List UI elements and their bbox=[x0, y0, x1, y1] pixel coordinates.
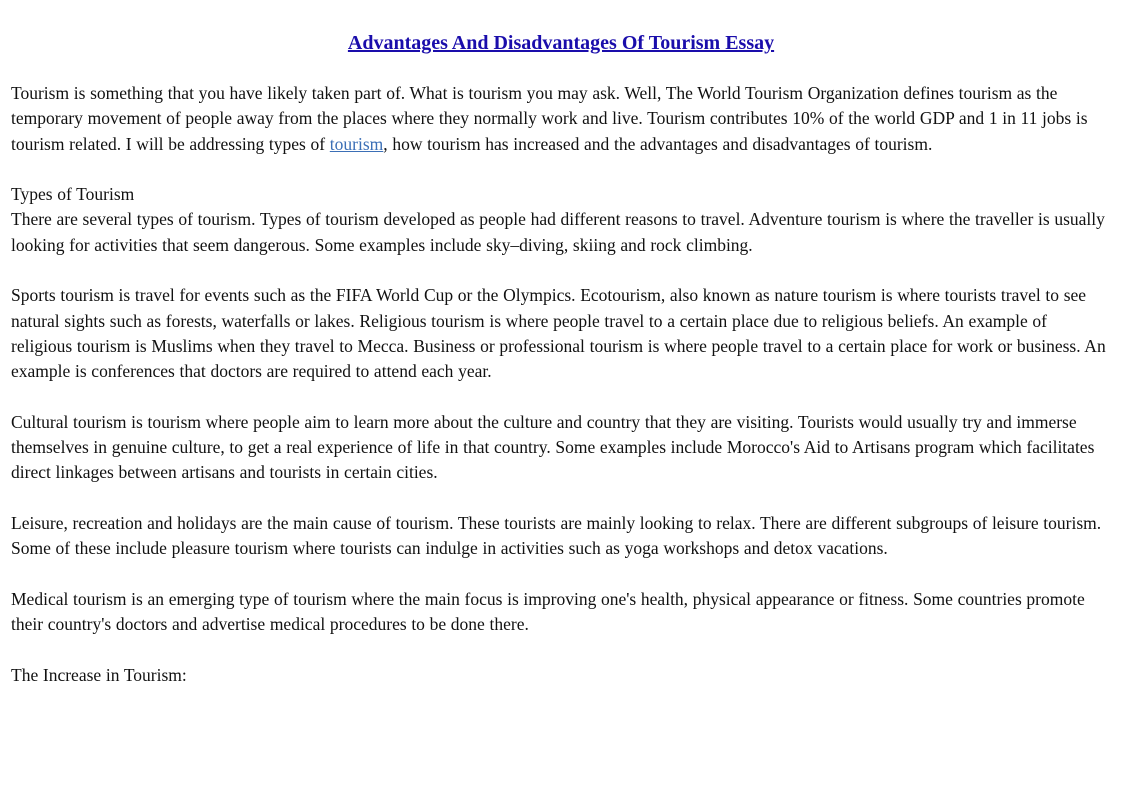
cultural-tourism-paragraph: Cultural tourism is tourism where people aim to learn more about the culture and country that they are visiting. Tourists would usually try and immerse themselves in genuine culture, to get a real experience of life in that country. Some examples include Morocco's Aid to Artisans program which facilitates direct linkages between artisans and tourists in certain cities. bbox=[11, 411, 1095, 483]
leisure-tourism-paragraph: Leisure, recreation and holidays are the main cause of tourism. These tourists are mainly looking to relax. There are different subgroups of leisure tourism. Some of these include pleasure tourism where tourists can indulge in activities such as yoga workshops and detox vacations. bbox=[11, 513, 1102, 559]
types-of-tourism-heading: Types of Tourism bbox=[11, 184, 135, 205]
increase-in-tourism-heading: The Increase in Tourism: bbox=[11, 664, 187, 685]
intro-paragraph bbox=[11, 81, 1111, 157]
sports-tourism-paragraph: Sports tourism is travel for events such as the FIFA World Cup or the Olympics. Ecotourism, also known as nature tourism is where tourists travel to see natural sights such as forests, waterfalls or lakes. Religious tourism is where people travel to a certain place due to religious beliefs. An example of religious tourism is Muslims when they travel to Mecca. Business or professional tourism is where people travel to a certain place for work or business. An example is conferences that doctors are required to attend each year. bbox=[11, 285, 1106, 382]
tourism-link[interactable]: tourism bbox=[329, 133, 384, 154]
title-container bbox=[11, 30, 1111, 56]
intro-text-before-link: Tourism is something that you have likely taken part of. What is tourism you may ask. Well, The World Tourism Organization defines tourism as the temporary movement of people away from the places where they normally work and live. Tourism contributes 10% of the world GDP and 1 in 11 jobs is tourism related. I will be addressing types of bbox=[11, 83, 1088, 154]
essay-page bbox=[11, 30, 1111, 688]
medical-tourism-paragraph: Medical tourism is an emerging type of tourism where the main focus is improving one's health, physical appearance or fitness. Some countries promote their country's doctors and advertise medical procedures to be done there. bbox=[11, 588, 1085, 635]
types-paragraph: There are several types of tourism. Types of tourism developed as people had different reasons to travel. Adventure tourism is where the traveller is usually looking for activities that seem dangerous. Some examples include sky–diving, skiing and rock climbing. bbox=[11, 209, 1105, 255]
essay-title-link[interactable]: Advantages And Disadvantages Of Tourism Essay bbox=[347, 32, 775, 54]
intro-text-after-link: , how tourism has increased and the advantages and disadvantages of tourism. bbox=[383, 133, 933, 154]
